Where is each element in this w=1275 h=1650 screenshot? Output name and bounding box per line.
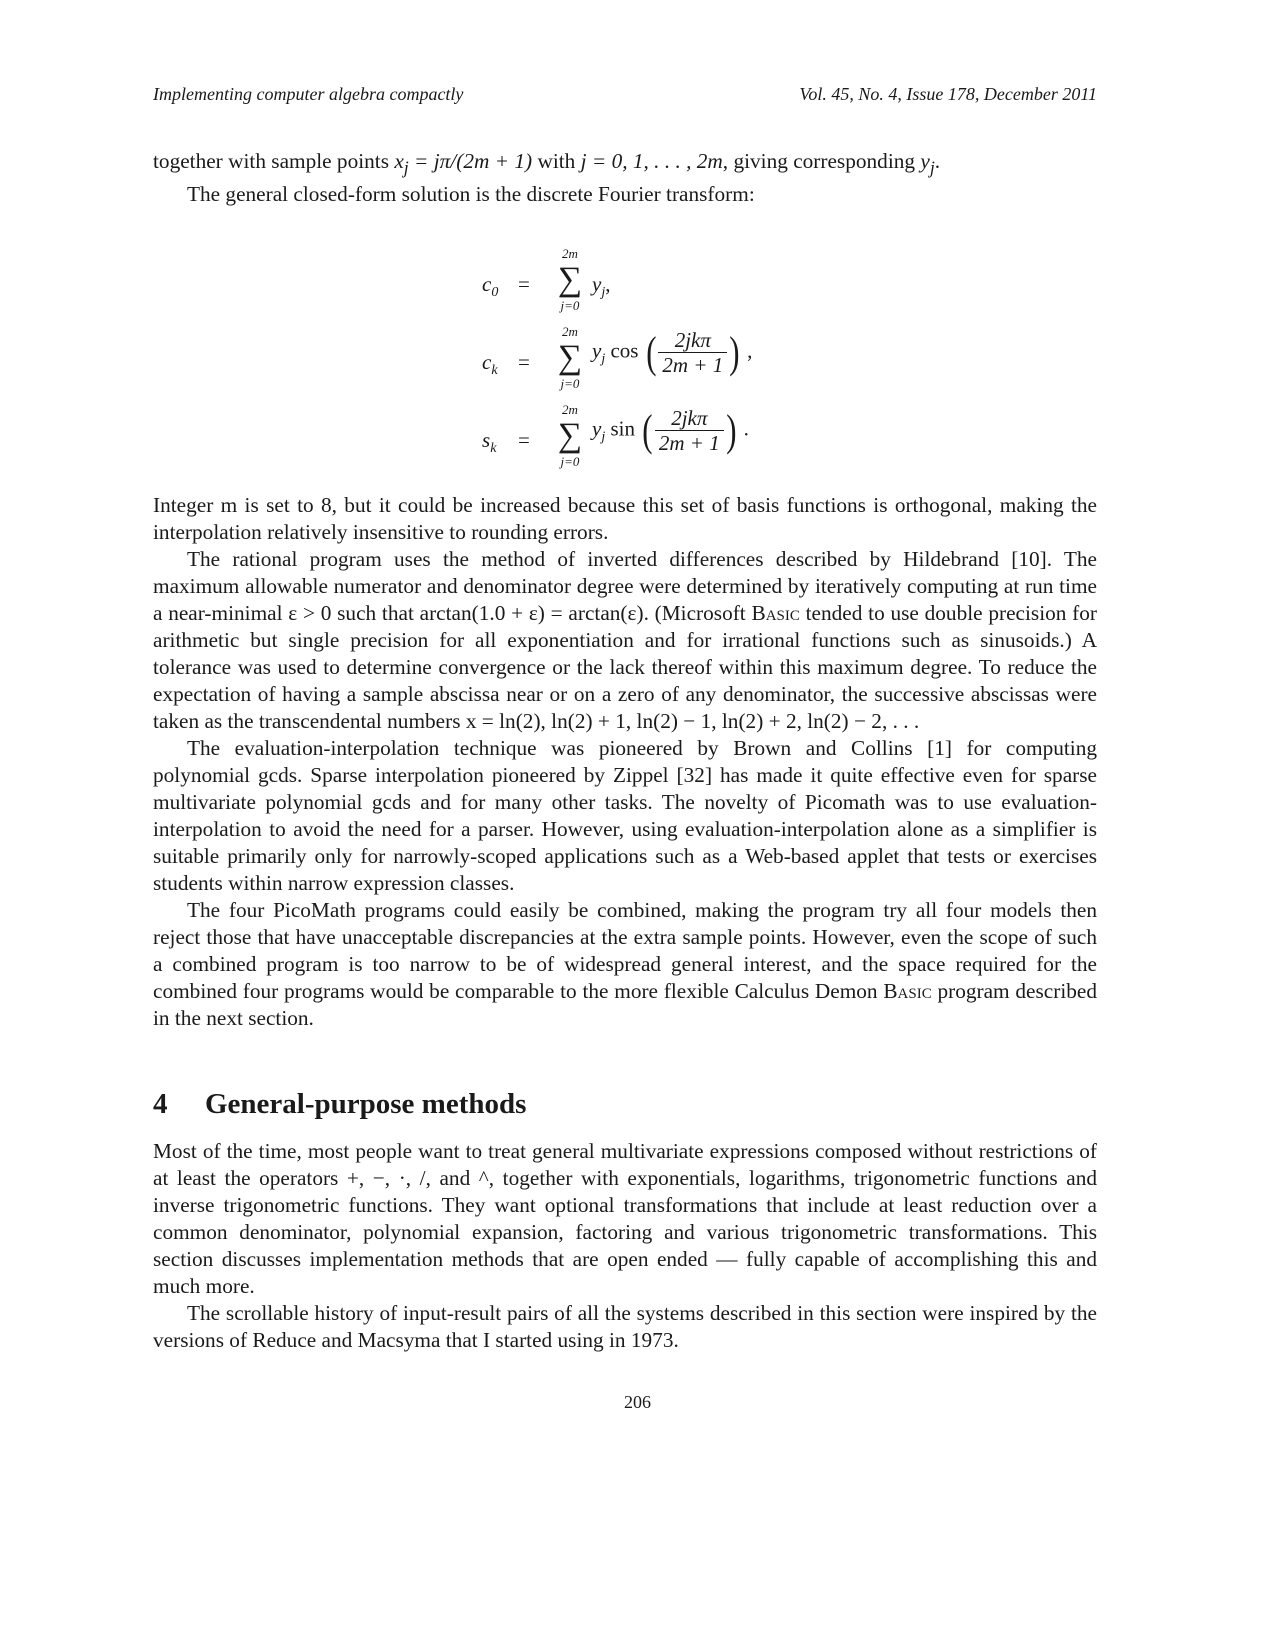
numerator: 2jkπ: [658, 328, 727, 353]
math-x: [394, 149, 409, 178]
fraction: [655, 406, 724, 455]
term-var: y: [592, 272, 602, 296]
math-expr: = jπ/(2m + 1): [408, 149, 533, 173]
term-var: y: [592, 416, 602, 441]
term-sub: j: [601, 429, 606, 445]
equation-lhs: [482, 350, 498, 379]
running-title: Implementing computer algebra compactly: [153, 84, 464, 104]
page-number: 206: [624, 1392, 651, 1412]
term-var: y: [592, 338, 602, 363]
func-name: sin: [610, 416, 635, 441]
paragraph-picomath: [153, 897, 1097, 1032]
basic-smallcaps: Basic: [883, 979, 932, 1003]
dft-equations: [470, 240, 830, 480]
equation-body: [592, 272, 610, 301]
equation-body: [592, 406, 749, 455]
sigma-symbol: ∑: [557, 261, 583, 298]
paragraph-general-expressions: Most of the time, most people want to treat general multivariate expressions composed without restrictions of at least the operators +, −, ·, /, and ^, together with exponentials, logarithms, trigonometric functions and inverse trigonometric functions. They want optional transformations that include at least reduction over a common denominator, polynomial expansion, factoring and various trigonometric transformations. This section discusses implementation methods that are open ended — fully capable of accomplishing this and much more.: [153, 1139, 1097, 1298]
math-y: [920, 149, 935, 178]
lhs-var: s: [482, 428, 491, 452]
numerator: 2jkπ: [655, 406, 724, 431]
equals-sign: =: [518, 350, 530, 374]
lhs-sub: k: [491, 363, 498, 379]
section-title: General-purpose methods: [205, 1088, 527, 1120]
equals-sign: =: [518, 428, 530, 452]
paragraph-text-b: program described in the next section.: [153, 979, 1097, 1030]
equation-c0: [470, 246, 830, 326]
journal-info: Vol. 45, No. 4, Issue 178, December 2011: [799, 84, 1097, 104]
lhs-var: c: [482, 350, 492, 374]
trailing-punct: ,: [605, 272, 611, 296]
sigma-symbol: ∑: [557, 339, 583, 376]
math-y-var: y: [920, 149, 930, 173]
sum-upper: 2m: [562, 402, 578, 417]
term-sub: j: [601, 285, 606, 301]
trailing-punct: .: [743, 416, 749, 441]
equation-body: [592, 328, 752, 377]
trailing-punct: ,: [747, 338, 753, 363]
sum-lower: j=0: [560, 454, 580, 469]
running-header: [153, 84, 1097, 108]
basic-smallcaps: Basic: [751, 601, 800, 625]
lhs-sub: 0: [491, 285, 499, 301]
denominator: [655, 431, 724, 455]
left-paren: (: [645, 327, 657, 377]
paragraph-integer-m: Integer m is set to 8, but it could be increased because this set of basis functions is orthogonal, making the interpolation relatively insensitive to rounding errors.: [153, 493, 1097, 544]
intro-text-d: .: [934, 149, 941, 173]
lhs-var: c: [482, 272, 492, 296]
sum-lower: j=0: [560, 298, 580, 313]
right-paren: ): [725, 405, 737, 455]
denominator-text: 2m + 1: [662, 353, 724, 377]
term-sub: j: [601, 351, 606, 367]
summation: [552, 246, 588, 314]
intro-text-a: together with sample points: [153, 149, 395, 173]
paragraph-text-a: The rational program uses the method of inverted differences described by Hildebrand [10]. The maximum allowable numerator and denominator degree were determined by iteratively computing at run time a near-minimal ε > 0 such that arctan(1.0 + ε) = arctan(ε). (Microsoft: [153, 547, 1097, 625]
denominator-text: 2m + 1: [658, 431, 720, 455]
intro-line-2: The general closed-form solution is the discrete Fourier transform:: [187, 182, 755, 207]
paragraph-scrollable-history: The scrollable history of input-result pairs of all the systems described in this section were inspired by the versions of Reduce and Macsyma that I started using in 1973.: [153, 1301, 1097, 1352]
intro-text-c: , giving corresponding: [722, 149, 921, 173]
math-x-var: x: [394, 149, 404, 173]
func-name: cos: [610, 338, 639, 363]
paragraph-text-a: The four PicoMath programs could easily be combined, making the program try all four models then reject those that have unacceptable discrepancies at the extra sample points. However, even the scope of such a combined program is too narrow to be of widespread general interest, and the space required for the combined four programs would be comparable to the more flexible Calculus Demon: [153, 898, 1097, 1003]
math-range: j = 0, 1, . . . , 2m: [580, 149, 723, 173]
sum-upper: 2m: [562, 324, 578, 339]
paragraph-evaluation-interpolation: The evaluation-interpolation technique was pioneered by Brown and Collins [1] for computing polynomial gcds. Sparse interpolation pioneered by Zippel [32] has made it quite effective even for sparse multivariate polynomial gcds and for many other tasks. The novelty of Picomath was to use evaluation-interpolation to avoid the need for a parser. However, using evaluation-interpolation alone as a simplifier is suitable primarily only for narrowly-scoped applications such as a Web-based applet that tests or exercises students within narrow expression classes.: [153, 736, 1097, 895]
equation-sk: [470, 402, 830, 482]
right-paren: ): [729, 327, 740, 377]
equals-sign: =: [518, 272, 530, 296]
paragraph-rational-program: [153, 546, 1097, 735]
math-y-sub: j: [929, 157, 935, 178]
section-heading: [153, 1088, 526, 1121]
sum-upper: 2m: [562, 246, 578, 261]
section-text: [153, 1138, 1097, 1354]
denominator: [658, 353, 727, 377]
paragraph-text-b: tended to use double precision for arithmetic but single precision for all exponentiation and for irrational functions such as sinusoids.) A tolerance was used to determine convergence or the lack thereof within this maximum degree. To reduce the expectation of having a sample abscissa near or on a zero of any denominator, the successive abscissas were taken as the transcendental numbers x = ln(2), ln(2) + 1, ln(2) − 1, ln(2) + 2, ln(2) − 2, . . .: [153, 601, 1097, 733]
sum-lower: j=0: [560, 376, 580, 391]
intro-text-b: with: [532, 149, 581, 173]
lhs-sub: k: [490, 441, 497, 457]
math-x-sub: j: [403, 157, 409, 178]
summation: [552, 402, 588, 470]
body-text: [153, 492, 1097, 1032]
equation-lhs: [482, 272, 498, 301]
left-paren: (: [642, 405, 653, 455]
section-number: 4: [153, 1088, 168, 1120]
sigma-symbol: ∑: [557, 417, 583, 454]
intro-line-1: [153, 148, 1097, 181]
intro-text: [153, 148, 1097, 208]
equation-ck: [470, 324, 830, 404]
equation-lhs: [482, 428, 496, 457]
summation: [552, 324, 588, 392]
fraction: [658, 328, 727, 377]
